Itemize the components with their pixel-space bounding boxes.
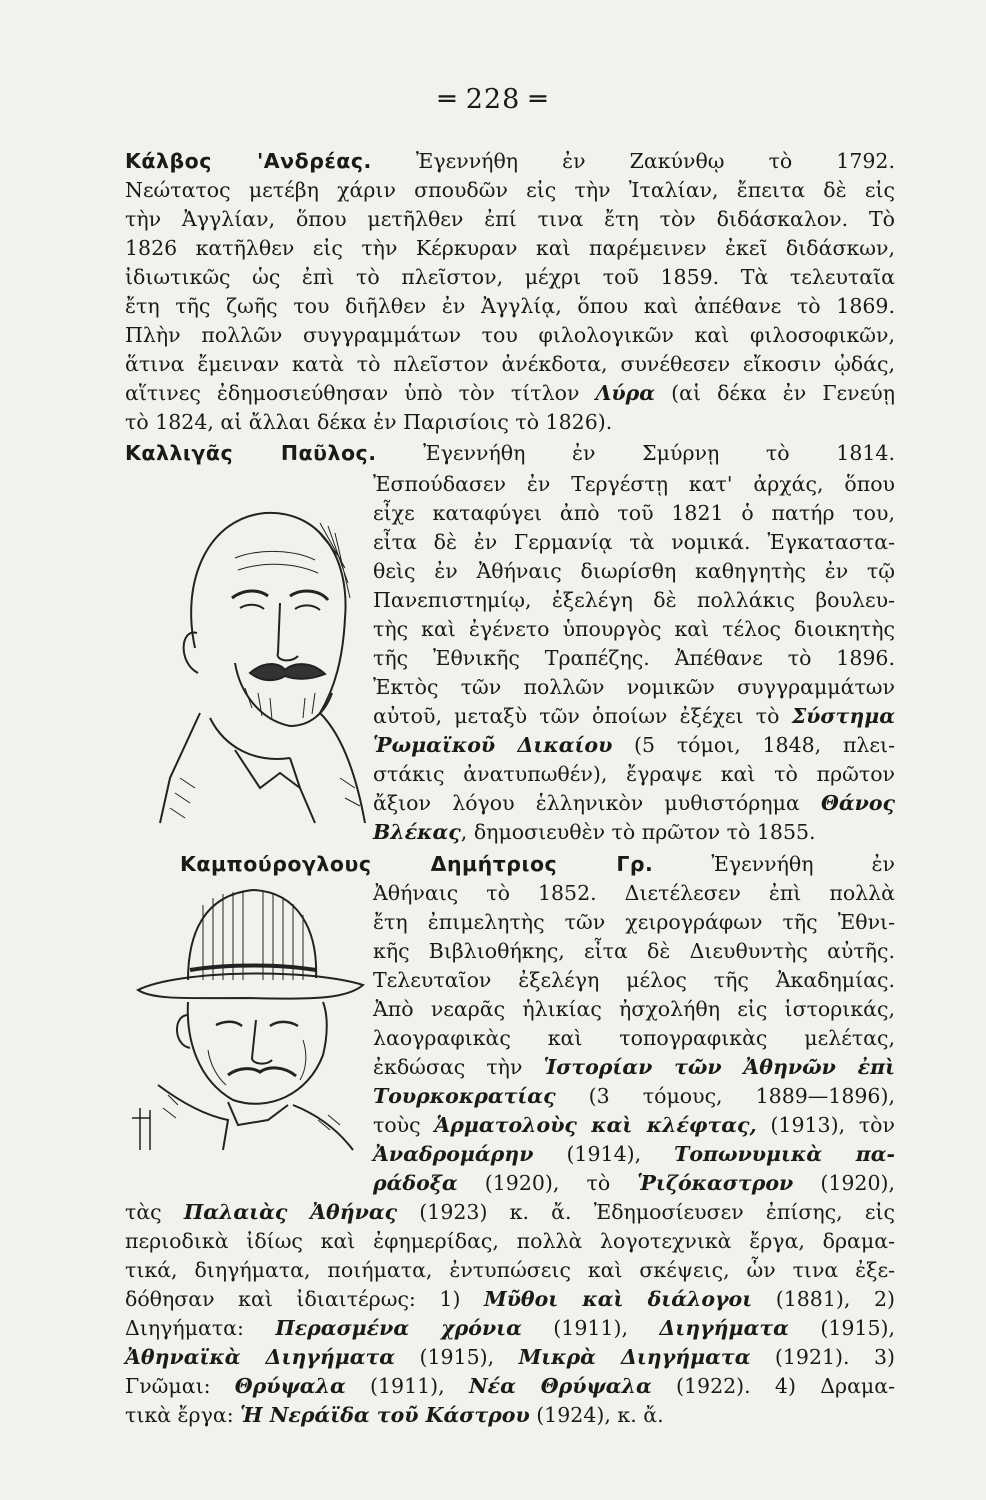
- title-vlekas: Βλέκας: [373, 820, 461, 844]
- portrait-kambouroglous: [118, 880, 373, 1155]
- text-line: Ἀναδρομάρην (1914), Τοπωνυμικὰ πα-: [373, 1142, 895, 1166]
- title-thrypsala: Θρύψαλα: [234, 1374, 346, 1398]
- text-line: ἐκδώσας τὴν Ἱστορίαν τῶν Ἀθηνῶν ἐπὶ: [373, 1055, 895, 1079]
- entry-name-kalligas: Καλλιγᾶς Παῦλος.: [125, 441, 377, 465]
- text-line: τικὰ ἔργα: Ἡ Νεράϊδα τοῦ Κάστρου (1924), κ. ἄ.: [125, 1403, 664, 1427]
- text-line: Πανεπιστημίῳ, ἐξελέγη δὲ πολλάκις βουλευ-: [373, 588, 895, 612]
- title-anadromarin: Ἀναδρομάρην: [373, 1142, 534, 1166]
- text-line: Ἐκτὸς τῶν πολλῶν νομικῶν συγγραμμάτων: [373, 675, 895, 699]
- text-line: τῆς Ἐθνικῆς Τραπέζης. Ἀπέθανε τὸ 1896.: [373, 646, 895, 670]
- title-armatolous: Ἁρματολοὺς καὶ κλέφτας,: [434, 1113, 757, 1137]
- title-diigimata: Διηγήματα: [659, 1316, 789, 1340]
- text-line: Ῥωμαϊκοῦ Δικαίου (5 τόμοι, 1848, πλει-: [373, 733, 895, 757]
- text-line: τὴς καὶ ἐγένετο ὑπουργὸς καὶ τέλος διοικητὴς: [373, 617, 895, 641]
- title-palaias-athinas: Παλαιὰς Ἀθήνας: [183, 1200, 398, 1224]
- text-line: Γνῶμαι: Θρύψαλα (1911), Νέα Θρύψαλα (1922). 4) Δραμα-: [125, 1374, 896, 1398]
- title-systima: Σύστημα: [791, 704, 895, 728]
- text-line: τὸ 1824, αἱ ἄλλαι δέκα ἐν Παρισίοις τὸ 1826).: [125, 410, 613, 434]
- text-line: εἶτα δὲ ἐν Γερμανίᾳ τὰ νομικά. Ἐγκαταστα-: [373, 530, 895, 554]
- text-line: Ἀθηναϊκὰ Διηγήματα (1915), Μικρὰ Διηγήματα (1921). 3): [125, 1345, 895, 1369]
- title-lyra: Λύρα: [595, 381, 656, 405]
- title-mikra: Μικρὰ Διηγήματα: [518, 1345, 751, 1369]
- entry-name-kalvos: Κάλβος 'Ανδρέας.: [125, 149, 372, 173]
- text-line: εἶχε καταφύγει ἀπὸ τοῦ 1821 ὁ πατήρ του,: [373, 501, 895, 525]
- text-line: τικά, διηγήματα, ποιήματα, ἐντυπώσεις καὶ σκέψεις, ὧν τινα ἐξε-: [125, 1258, 895, 1282]
- text-line: ἔτη ἐπιμελητὴς τῶν χειρογράφων τῆς Ἐθνι-: [373, 910, 895, 934]
- text-line: Καλλιγᾶς Παῦλος. Ἐγεννήθη ἐν Σμύρνῃ τὸ 1814.: [125, 441, 895, 465]
- text-line: Πλὴν πολλῶν συγγραμμάτων του φιλολογικῶν καὶ φιλοσοφικῶν,: [125, 323, 895, 347]
- text-line: τὴν Ἀγγλίαν, ὅπου μετῆλθεν ἐπί τινα ἔτη τὸν διδάσκαλον. Τὸ: [125, 207, 895, 231]
- page-number: ═ 228 ═: [438, 84, 548, 115]
- text-line: Νεώτατος μετέβη χάριν σπουδῶν εἰς τὴν Ἰταλίαν, ἔπειτα δὲ εἰς: [125, 178, 895, 202]
- text-line: αὐτοῦ, μεταξὺ τῶν ὁποίων ἐξέχει τὸ Σύστημα: [373, 704, 895, 728]
- title-tourkokratias: Τουρκοκρατίας: [373, 1084, 556, 1108]
- title-mythoi: Μῦθοι καὶ διάλογοι: [484, 1287, 753, 1311]
- portrait-kalligas: [140, 488, 375, 828]
- text-line: τοὺς Ἁρματολοὺς καὶ κλέφτας, (1913), τὸν: [373, 1113, 895, 1137]
- text-line: Τουρκοκρατίας (3 τόμους, 1889—1896),: [373, 1084, 895, 1108]
- text-line: δόθησαν καὶ ἰδιαιτέρως: 1) Μῦθοι καὶ διάλογοι (1881), 2): [125, 1287, 895, 1311]
- text-line: ράδοξα (1920), τὸ Ῥιζόκαστρον (1920),: [373, 1171, 895, 1195]
- title-athinaika: Ἀθηναϊκὰ Διηγήματα: [125, 1345, 396, 1369]
- text-line: Βλέκας, δημοσιευθὲν τὸ πρῶτον τὸ 1855.: [373, 820, 816, 844]
- text-line: ἔτη τῆς ζωῆς του διῆλθεν ἐν Ἀγγλίᾳ, ὅπου καὶ ἀπέθανε τὸ 1869.: [125, 294, 895, 318]
- text-line: Ἀθήναις τὸ 1852. Διετέλεσεν ἐπὶ πολλὰ: [373, 881, 895, 905]
- text-line: ἄξιον λόγου ἑλληνικὸν μυθιστόρημα Θάνος: [373, 791, 895, 815]
- text-line: Κάλβος 'Ανδρέας. Ἐγεννήθη ἐν Ζακύνθῳ τὸ 1792.: [125, 149, 895, 173]
- title-istoria-athinon: Ἱστορίαν τῶν Ἀθηνῶν ἐπὶ: [543, 1055, 895, 1079]
- text-line: Καμπούρογλους Δημήτριος Γρ. Ἐγεννήθη ἐν: [180, 852, 895, 876]
- text-line: αἵτινες ἐδημοσιεύθησαν ὑπὸ τὸν τίτλον Λύρα (αἱ δέκα ἐν Γενεύῃ: [125, 381, 895, 405]
- title-perasmena: Περασμένα χρόνια: [275, 1316, 522, 1340]
- text-line: λαογραφικὰς καὶ τοπογραφικὰς μελέτας,: [373, 1026, 895, 1050]
- text-line: κῆς Βιβλιοθήκης, εἶτα δὲ Διευθυντὴς αὐτῆς.: [373, 939, 895, 963]
- text-line: 1826 κατῆλθεν εἰς τὴν Κέρκυραν καὶ παρέμεινεν ἐκεῖ διδάσκων,: [125, 236, 895, 260]
- title-romaikou-dikaiou: Ῥωμαϊκοῦ Δικαίου: [373, 733, 613, 757]
- text-line: τὰς Παλαιὰς Ἀθήνας (1923) κ. ἄ. Ἐδημοσίευσεν ἐπίσης, εἰς: [125, 1200, 895, 1224]
- title-nea-thrypsala: Νέα Θρύψαλα: [468, 1374, 652, 1398]
- text-line: Τελευταῖον ἐξελέγη μέλος τῆς Ἀκαδημίας.: [373, 968, 895, 992]
- title-paradoxa: ράδοξα: [373, 1171, 458, 1195]
- title-toponymika: Τοπωνυμικὰ πα-: [674, 1142, 895, 1166]
- title-neraida: Ἡ Νεράϊδα τοῦ Κάστρου: [240, 1403, 530, 1427]
- text-line: Διηγήματα: Περασμένα χρόνια (1911), Διηγήματα (1915),: [125, 1316, 896, 1340]
- text-line: θεὶς ἐν Ἀθήναις διωρίσθη καθηγητὴς ἐν τῷ: [373, 559, 895, 583]
- text-line: ἰδιωτικῶς ὡς ἐπὶ τὸ πλεῖστον, μέχρι τοῦ 1859. Τὰ τελευταῖα: [125, 265, 895, 289]
- text-line: Ἐσπούδασεν ἐν Τεργέστῃ κατ' ἀρχάς, ὅπου: [373, 472, 895, 496]
- text-line: περιοδικὰ ἰδίως καὶ ἐφημερίδας, πολλὰ λογοτεχνικὰ ἔργα, δραμα-: [125, 1229, 895, 1253]
- entry-name-kambouroglous: Καμπούρογλους Δημήτριος Γρ.: [180, 852, 654, 876]
- text-line: Ἀπὸ νεαρᾶς ἡλικίας ἠσχολήθη εἰς ἱστορικάς,: [373, 997, 895, 1021]
- text-line: ἅτινα ἔμειναν κατὰ τὸ πλεῖστον ἀνέκδοτα, συνέθεσεν εἴκοσιν ᾠδάς,: [125, 352, 895, 376]
- title-rizokastron: Ῥιζόκαστρον: [637, 1171, 794, 1195]
- text-line: στάκις ἀνατυπωθέν), ἔγραψε καὶ τὸ πρῶτον: [373, 762, 895, 786]
- title-thanos: Θάνος: [820, 791, 895, 815]
